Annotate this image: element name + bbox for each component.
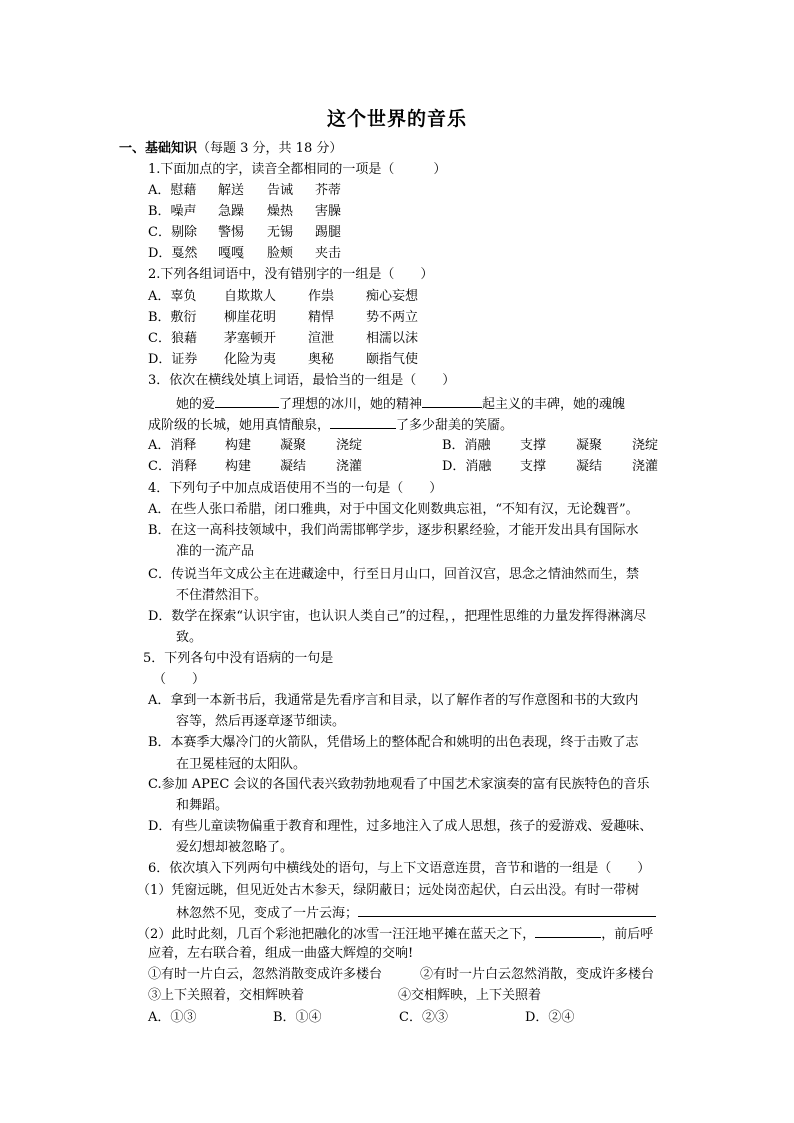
q6-sentence2-line2: 应着，左右联合着，组成一曲盛大辉煌的交响! <box>148 946 414 961</box>
q3-opt-b-1: B．消融 <box>442 438 491 453</box>
q1-d-3: 脸颊 <box>267 246 294 261</box>
q4-stem: 4．下列句子中加点成语使用不当的一句是（ ） <box>148 481 443 496</box>
q3-p1-c: 起主义的丰碑，她的魂魄 <box>482 397 626 412</box>
q4-option-a: A．在些人张口希腊，闭口雅典，对于中国文化则数典忘祖，“不知有汉，无论魏晋”。 <box>148 502 639 517</box>
q6-answer-b: B．①④ <box>273 1010 322 1025</box>
q2-a-2: 自欺欺人 <box>224 289 277 304</box>
q5-option-c-line2: 和舞蹈。 <box>176 798 229 813</box>
q3-p1-b: 了理想的冰川，她的精神 <box>279 397 423 412</box>
q2-c-2: 茅塞顿开 <box>224 331 277 346</box>
q2-b-2: 柳崖花明 <box>224 310 277 325</box>
section-label: 一、基础知识 <box>119 141 198 156</box>
q6-stem: 6．依次填入下列两句中横线处的语句，与上下文语意连贯，音节和谐的一组是（ ） <box>148 861 651 876</box>
q1-c-4: 踢腿 <box>315 225 342 240</box>
q2-d-2: 化险为夷 <box>224 352 277 367</box>
q6-s1b-text: 林忽然不见，变成了一片云海； <box>176 906 359 921</box>
q1-b-4: 害臊 <box>315 204 342 219</box>
q3-opt-c-4: 浇灌 <box>336 459 363 474</box>
q1-d-4: 夹击 <box>315 246 342 261</box>
q2-stem: 2.下列各组词语中，没有错别字的一组是（ ） <box>148 267 434 282</box>
q3-opt-d-4: 浇灌 <box>632 459 659 474</box>
q3-opt-a-1: A．消释 <box>148 438 197 453</box>
q2-d-4: 颐指气使 <box>366 352 419 367</box>
q5-option-c-line1: C.参加 APEC 会议的各国代表兴致勃勃地观看了中国艺术家演奏的富有民族特色的音乐 <box>148 777 650 792</box>
q3-blank-2[interactable] <box>422 394 482 408</box>
q1-a-2: 解送 <box>218 183 245 198</box>
q1-c-3: 无锡 <box>267 225 294 240</box>
q2-b-1: B．敷衍 <box>148 310 197 325</box>
q6-choice-4: ④交相辉映，上下关照着 <box>398 988 542 1003</box>
q1-stem: 1.下面加点的字，读音全都相同的一项是（ ） <box>148 162 447 177</box>
q3-stem: 3．依次在横线处填上词语，最恰当的一组是（ ） <box>148 373 456 388</box>
q1-a-4: 芥蒂 <box>315 183 342 198</box>
q6-blank-2[interactable] <box>535 924 601 938</box>
q6-choice-3: ③上下关照着，交相辉映着 <box>148 988 305 1003</box>
q2-d-1: D．证券 <box>148 352 198 367</box>
q1-a-1: A．慰藉 <box>148 183 197 198</box>
q3-opt-d-2: 支撑 <box>520 459 547 474</box>
q3-opt-d-1: D．消融 <box>442 459 492 474</box>
q2-a-1: A．辜负 <box>148 289 197 304</box>
q4-option-c-line2: 不住潸然泪下。 <box>176 588 268 603</box>
q3-p1-a: 她的爱 <box>176 397 216 412</box>
q4-option-b-line2: 准的一流产品 <box>176 544 255 559</box>
q3-blank-1[interactable] <box>215 394 279 408</box>
q3-passage-line1 <box>176 394 625 414</box>
q3-p2-b: 了多少甜美的笑靥。 <box>396 418 514 433</box>
q6-choice-2: ②有时一片白云忽然消散，变成许多楼台 <box>420 967 655 982</box>
q3-opt-b-2: 支撑 <box>520 438 547 453</box>
q1-b-3: 燥热 <box>267 204 294 219</box>
document-title: 这个世界的音乐 <box>326 108 467 130</box>
q6-s2a-tail: ，前后呼 <box>601 927 654 942</box>
q3-opt-c-1: C．消释 <box>148 459 197 474</box>
q5-answer-paren: （ ） <box>153 672 206 687</box>
q2-c-3: 渲泄 <box>308 331 335 346</box>
q6-answer-c: C．②③ <box>399 1010 448 1025</box>
q3-passage-line2 <box>148 415 513 435</box>
q3-opt-d-3: 凝结 <box>576 459 603 474</box>
q4-option-d-line2: 致。 <box>176 630 203 645</box>
q3-opt-c-3: 凝结 <box>280 459 307 474</box>
q3-opt-c-2: 构建 <box>225 459 252 474</box>
q2-c-4: 相濡以沫 <box>366 331 419 346</box>
q2-a-4: 痴心妄想 <box>366 289 419 304</box>
q2-b-3: 精悍 <box>308 310 335 325</box>
q1-c-1: C．剔除 <box>148 225 197 240</box>
q6-answer-d: D．②④ <box>525 1010 575 1025</box>
q6-s2a-text: （2）此时此刻，几百个彩池把融化的冰雪一汪汪地平摊在蓝天之下， <box>137 927 536 942</box>
q5-option-a-line1: A．拿到一本新书后，我通常是先看序言和目录，以了解作者的写作意图和书的大致内 <box>148 693 639 708</box>
q5-option-d-line2: 爱幻想却被忽略了。 <box>176 840 294 855</box>
q1-c-2: 警惕 <box>218 225 245 240</box>
q5-option-b-line2: 在卫冕桂冠的太阳队。 <box>176 757 307 772</box>
q3-opt-b-4: 浇绽 <box>632 438 659 453</box>
q6-sentence1-line2 <box>176 903 656 923</box>
q6-sentence2-line1 <box>137 924 653 944</box>
q2-a-3: 作祟 <box>308 289 335 304</box>
q1-b-1: B．噪声 <box>148 204 197 219</box>
q3-blank-3[interactable] <box>330 415 396 429</box>
q4-option-c-line1: C．传说当年文成公主在进藏途中，行至日月山口，回首汉宫，思念之情油然而生，禁 <box>148 567 639 582</box>
q4-option-d-line1: D．数学在探索“认识宇宙，也认识人类自己”的过程，，把理性思维的力量发挥得淋漓尽 <box>148 609 647 624</box>
q1-a-3: 告诫 <box>267 183 294 198</box>
q5-option-a-line2: 容等，然后再逐章逐节细读。 <box>176 714 346 729</box>
q2-c-1: C．狼藉 <box>148 331 197 346</box>
q6-blank-1[interactable] <box>358 903 656 917</box>
section-header <box>119 140 342 158</box>
q1-d-1: D．戛然 <box>148 246 198 261</box>
q2-d-3: 奥秘 <box>308 352 335 367</box>
q2-b-4: 势不两立 <box>366 310 419 325</box>
q3-opt-a-3: 凝聚 <box>280 438 307 453</box>
q5-option-d-line1: D．有些儿童读物偏重于教育和理性，过多地注入了成人思想，孩子的爱游戏、爱趣味、 <box>148 819 653 834</box>
q6-answer-a: A．①③ <box>148 1010 197 1025</box>
section-note: （每题 3 分，共 18 分） <box>197 141 343 156</box>
q5-stem: 5．下列各句中没有语病的一句是 <box>143 651 334 666</box>
q5-option-b-line1: B．本赛季大爆冷门的火箭队，凭借场上的整体配合和姚明的出色表现，终于击败了志 <box>148 735 639 750</box>
q6-sentence1-line1: （1）凭窗远眺，但见近处古木参天，绿阴蔽日；远处岗峦起伏，白云出没。有时一带树 <box>137 883 640 898</box>
q4-option-b-line1: B．在这一高科技领域中，我们尚需邯郸学步，逐步积累经验，才能开发出具有国际水 <box>148 523 639 538</box>
q3-opt-a-2: 构建 <box>225 438 252 453</box>
q1-d-2: 嘎嘎 <box>218 246 245 261</box>
q3-p2-a: 成阶级的长城，她用真情酿泉， <box>148 418 331 433</box>
q3-opt-b-3: 凝聚 <box>576 438 603 453</box>
q6-choice-1: ①有时一片白云，忽然消散变成许多楼台 <box>148 967 383 982</box>
q1-b-2: 急躁 <box>218 204 245 219</box>
q3-opt-a-4: 浇绽 <box>336 438 363 453</box>
